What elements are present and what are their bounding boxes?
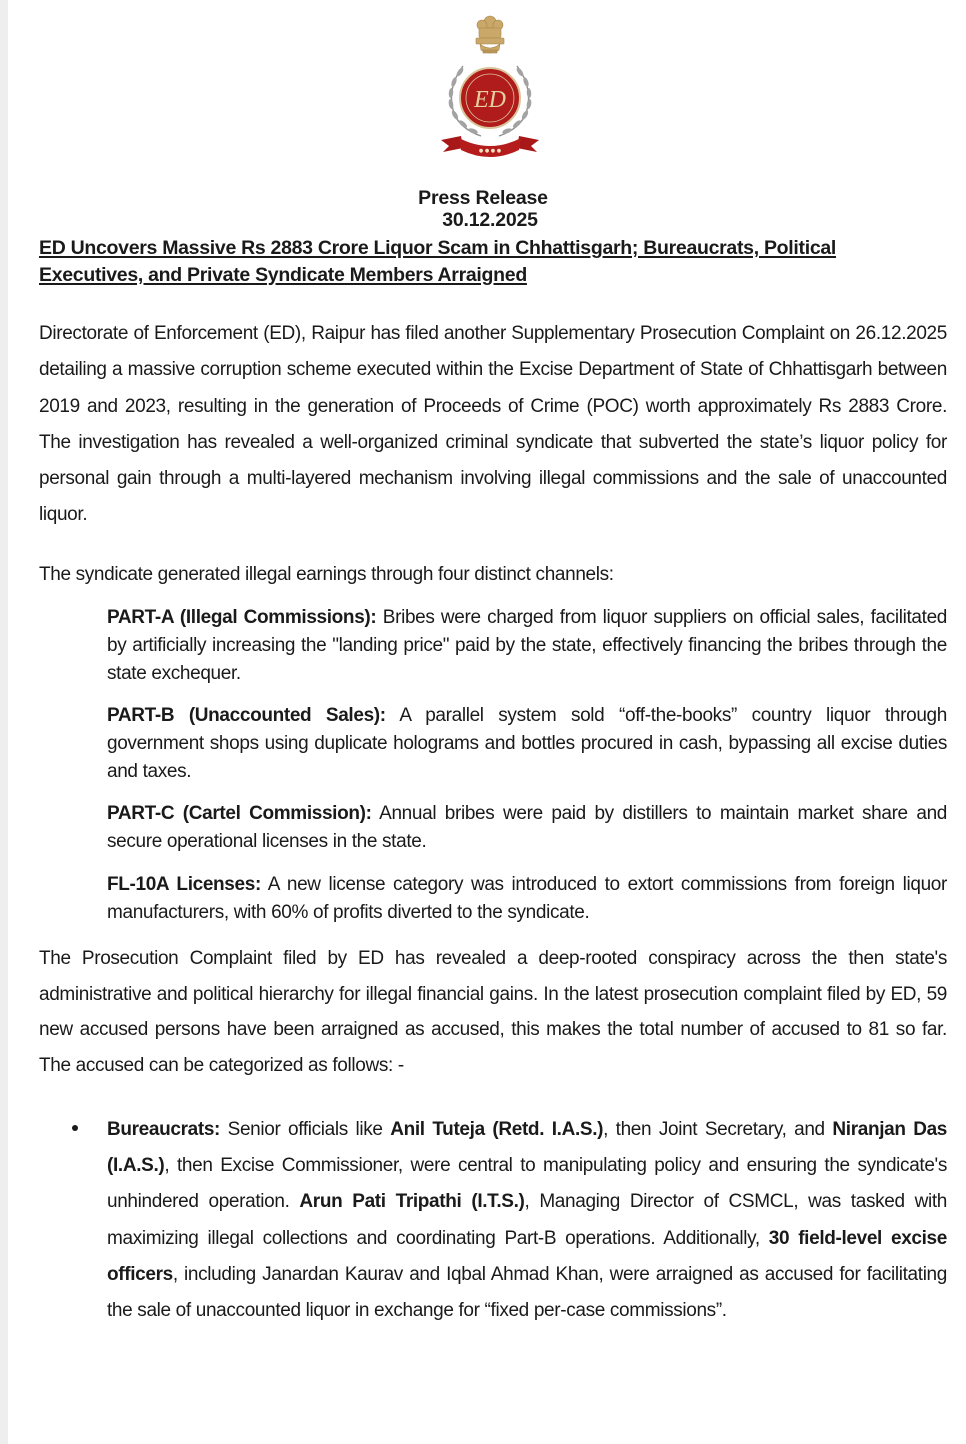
channel-fl10a: [107, 871, 947, 927]
channel-label: PART-C (Cartel Commission):: [107, 803, 372, 824]
accused-name: Arun Pati Tripathi (I.T.S.): [299, 1191, 525, 1213]
channel-text: Bribes were charged from liquor suppliers on official sales, facilitated by artificially increasing the "landing price" paid by the state, effectively financing the bribes through the state exchequer.: [107, 607, 948, 684]
channel-part-a: [107, 604, 947, 688]
text-segment: Senior officials like: [220, 1119, 391, 1140]
channel-label: PART-A (Illegal Commissions):: [107, 607, 377, 628]
release-date: 30.12.2025: [442, 209, 538, 231]
headline-line-2: Executives, and Private Syndicate Members Arraigned: [39, 264, 527, 286]
channel-label: FL-10A Licenses:: [107, 874, 261, 895]
accused-name: Niranjan Das (I.A.S.): [107, 1119, 948, 1177]
document-type: Press Release: [418, 187, 548, 209]
channel-text: Annual bribes were paid by distillers to maintain market share and secure operational licenses in the state.: [107, 803, 948, 852]
bullet-icon: [72, 1125, 78, 1131]
channel-text: A new license category was introduced to extort commissions from foreign liquor manufacturers, with 60% of profits diverted to the syndicate.: [107, 874, 947, 923]
bureaucrats-text: [107, 1112, 947, 1329]
svg-text:ED: ED: [474, 87, 506, 113]
headline-line-1: ED Uncovers Massive Rs 2883 Crore Liquor Scam in Chhattisgarh; Bureaucrats, Political: [39, 237, 837, 259]
text-segment: , then Joint Secretary, and: [603, 1119, 833, 1140]
accused-group: 30 field-level excise officers: [107, 1227, 947, 1285]
headline: [39, 235, 949, 289]
intro-paragraph: Directorate of Enforcement (ED), Raipur has filed another Supplementary Prosecution Complaint on 26.12.2025 detailing a massive corruption scheme executed within the Excise Department of State of Chhattisgarh between 2019 and 2023, resulting in the generation of Proceeds of Crime (POC) worth approximately Rs 2883 Crore. The investigation has revealed a well-organized criminal syndicate that subverted the state’s liquor policy for personal gain through a multi-layered mechanism involving illegal commissions and the sale of unaccounted liquor.: [39, 323, 947, 526]
ed-emblem-icon: [433, 8, 547, 168]
channel-part-b: [107, 702, 947, 786]
text-segment: , Managing Director of CSMCL, was tasked with maximizing illegal collections and coordinating Part-B operations. Additionally,: [107, 1191, 947, 1249]
press-release-header: [0, 187, 966, 231]
text-segment: , including Janardan Kaurav and Iqbal Ahmad Khan, were arraigned as accused for facilitating the sale of unaccounted liquor in exchange for “fixed per-case commissions”.: [107, 1263, 947, 1322]
channel-label: PART-B (Unaccounted Sales):: [107, 705, 386, 726]
category-label: Bureaucrats:: [107, 1119, 221, 1140]
text-segment: , then Excise Commissioner, were central to manipulating policy and ensuring the syndicate's unhindered operation.: [107, 1155, 947, 1213]
channels-intro: The syndicate generated illegal earnings through four distinct channels:: [39, 564, 614, 585]
accused-name: Anil Tuteja (Retd. I.A.S.): [390, 1119, 604, 1140]
complaint-paragraph: The Prosecution Complaint filed by ED has revealed a deep-rooted conspiracy across the then state's administrative and political hierarchy for illegal financial gains. In the latest prosecution complaint filed by ED, 59 new accused persons have been arraigned as accused, this makes the total number of accused to 81 so far. The accused can be categorized as follows: -: [39, 948, 947, 1077]
channel-part-c: [107, 800, 947, 856]
svg-text:● ● ● ●: ● ● ● ●: [478, 148, 502, 154]
channel-text: A parallel system sold “off-the-books” country liquor through government shops using duplicate holograms and bottles procured in cash, bypassing all excise duties and taxes.: [107, 705, 947, 782]
